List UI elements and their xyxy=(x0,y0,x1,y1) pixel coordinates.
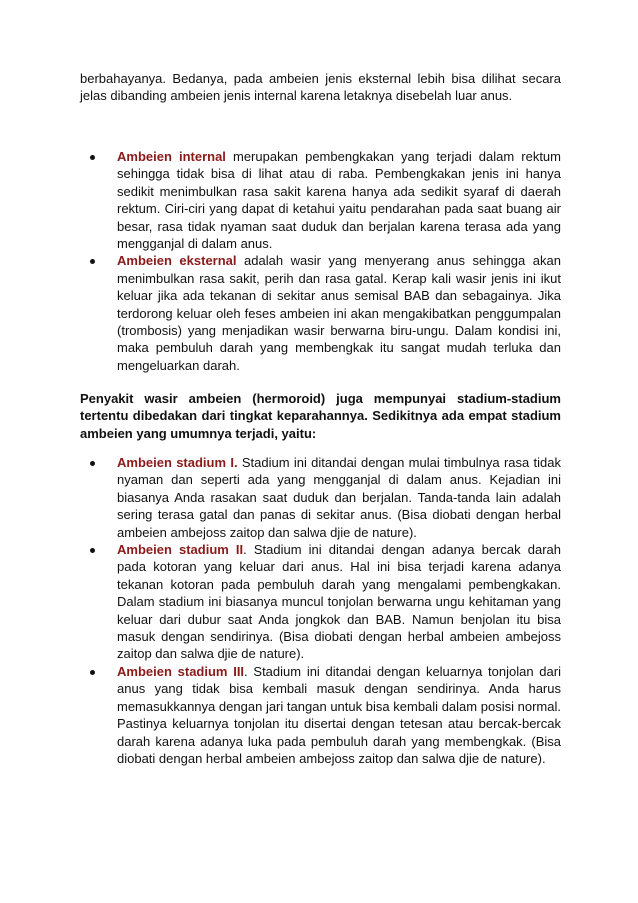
bullet-icon xyxy=(90,155,95,160)
bullet-icon xyxy=(90,259,95,264)
desc-stage-1: Stadium ini ditandai dengan mulai timbulnya rasa tidak nyaman dan seperti ada yang mengganjal di dalam anus. Kejadian ini biasanya Anda rasakan saat duduk dan berjalan. Tanda-tanda lain adalah sering terasa gatal dan panas di sekitar anus. (Bisa diobati dengan herbal ambeien ambejoss zaitop dan salwa djie de nature). xyxy=(117,455,561,540)
list-item-stage-1 xyxy=(80,454,561,541)
stages-heading: Penyakit wasir ambeien (hermoroid) juga mempunyai stadium-stadium tertentu dibedakan dari tingkat keparahannya. Sedikitnya ada empat stadium ambeien yang umumnya terjadi, yaitu: xyxy=(80,391,561,441)
bullet-icon xyxy=(90,548,95,553)
term-external: Ambeien eksternal xyxy=(117,253,237,269)
list-item-stage-3 xyxy=(80,663,561,767)
desc-external: adalah wasir yang menyerang anus sehingga akan menimbulkan rasa sakit, perih dan rasa gatal. Kerap kali wasir jenis ini ikut keluar jika ada tekanan di sekitar anus semisal BAB dan sebagainya. Jika terdorong keluar oleh feses ambeien ini akan mengakibatkan penggumpalan (trombosis) yang menjadikan wasir berwarna biru-ungu. Dalam kondisi ini, maka pembuluh darah yang membengkak itu sangat mudah terluka dan mengeluarkan darah. xyxy=(117,253,561,373)
list-item-stage-2 xyxy=(80,541,561,663)
desc-stage-3: . Stadium ini ditandai dengan keluarnya tonjolan dari anus yang tidak bisa kembali masuk dengan sendirinya. Anda harus memasukkannya dengan jari tangan untuk bisa kembali dalam posisi normal. Pastinya keluarnya tonjolan itu disertai dengan tetesan atau bercak-bercak darah karena adanya luka pada pembuluh darah yang membengkak. (Bisa diobati dengan herbal ambeien ambejoss zaitop dan salwa djie de nature). xyxy=(117,663,561,766)
term-stage-3: Ambeien stadium III xyxy=(117,663,245,679)
term-stage-1: Ambeien stadium I. xyxy=(117,455,238,470)
list-item-internal xyxy=(80,148,561,252)
list-item-external xyxy=(80,252,561,374)
term-stage-2: Ambeien stadium II xyxy=(117,542,244,558)
term-internal: Ambeien internal xyxy=(117,149,226,164)
stages-list xyxy=(80,454,561,767)
desc-stage-2: . Stadium ini ditandai dengan adanya bercak darah pada kotoran yang keluar dari anus. Hal ini bisa terjadi karena adanya tekanan kotoran pada pembuluh darah yang mengalami pembengkakan. Dalam stadium ini biasanya muncul tonjolan berwarna ungu kehitaman yang keluar dari dubur saat Anda jongkok dan BAB. Namun benjolan itu bisa masuk dengan sendirinya. (Bisa diobati dengan herbal ambeien ambejoss zaitop dan salwa djie de nature). xyxy=(117,542,561,662)
desc-internal: merupakan pembengkakan yang terjadi dalam rektum sehingga tidak bisa di lihat atau di raba. Pembengkakan jenis ini hanya sedikit menimbulkan rasa sakit karena hanya ada sedikit syaraf di daerah rektum. Ciri-ciri yang dapat di ketahui yaitu pendarahan pada saat buang air besar, rasa tidak nyaman saat duduk dan berjalan karena terasa ada yang mengganjal di dalam anus. xyxy=(117,149,561,252)
bullet-icon xyxy=(90,670,95,675)
intro-paragraph: berbahayanya. Bedanya, pada ambeien jenis eksternal lebih bisa dilihat secara jelas dibanding ambeien jenis internal karena letaknya disebelah luar anus. xyxy=(80,71,561,104)
hemorrhoid-types-list xyxy=(80,148,561,374)
bullet-icon xyxy=(90,461,95,466)
